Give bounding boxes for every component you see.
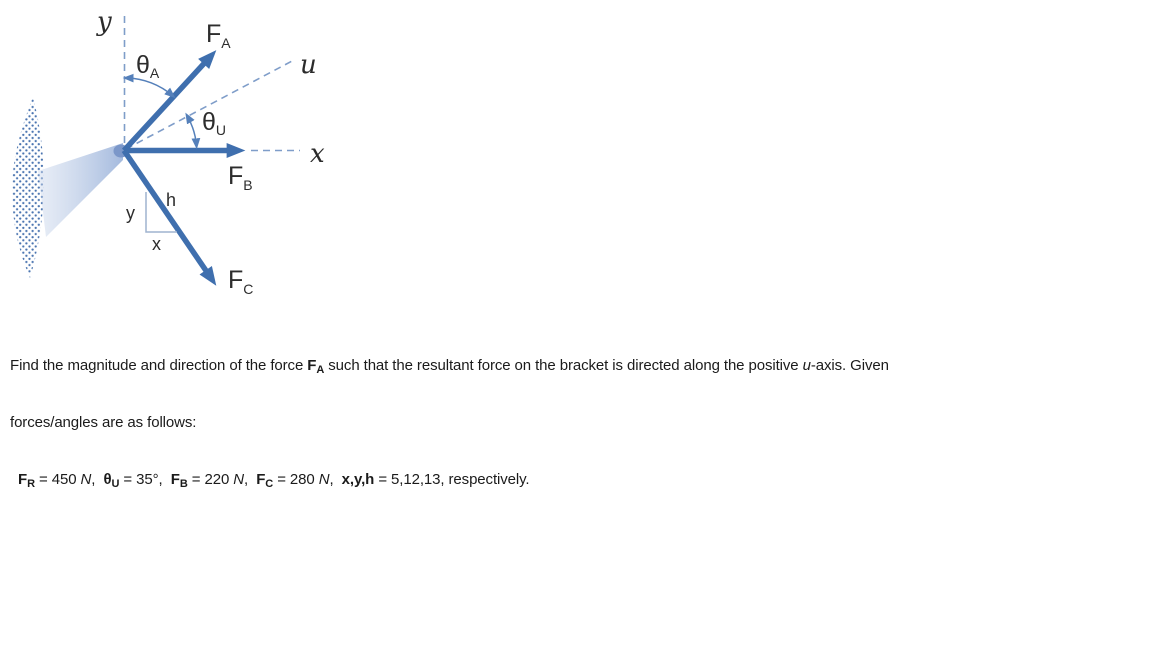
problem-statement	[10, 318, 1110, 508]
bracket-cone	[38, 143, 123, 237]
theta-u-arc	[187, 116, 197, 147]
triangle-y-label: y	[126, 203, 135, 223]
theta-a-label: $\theta_A$	[136, 51, 160, 81]
force-fb-label: $F_B$	[228, 162, 253, 193]
force-fa-label: $F_A$	[206, 20, 231, 51]
force-fc-label: $F_C$	[228, 266, 254, 297]
y-axis-label: y	[97, 7, 112, 37]
x-axis-label: x	[310, 139, 325, 169]
force-diagram	[0, 0, 348, 315]
triangle-x-label: x	[152, 234, 161, 254]
wall	[12, 97, 44, 278]
problem-line-3: $F_R = 450$ N, $\theta_U = 35^\circ$, $F_B = 220$ N, $F_C = 280$ N, x,y,h = 5,12,13, respectively.	[18, 471, 530, 490]
u-axis-label: u	[300, 50, 317, 80]
problem-line-1: Find the magnitude and direction of the force $F_A$ such that the resultant force on the bracket is directed along the positive u-axis. Given	[10, 357, 889, 376]
problem-line-2: forces/angles are as follows:	[10, 414, 197, 431]
theta-u-label: $\theta_U$	[202, 108, 227, 138]
triangle-h-label: h	[166, 190, 177, 210]
force-fc-arrow	[124, 151, 211, 279]
